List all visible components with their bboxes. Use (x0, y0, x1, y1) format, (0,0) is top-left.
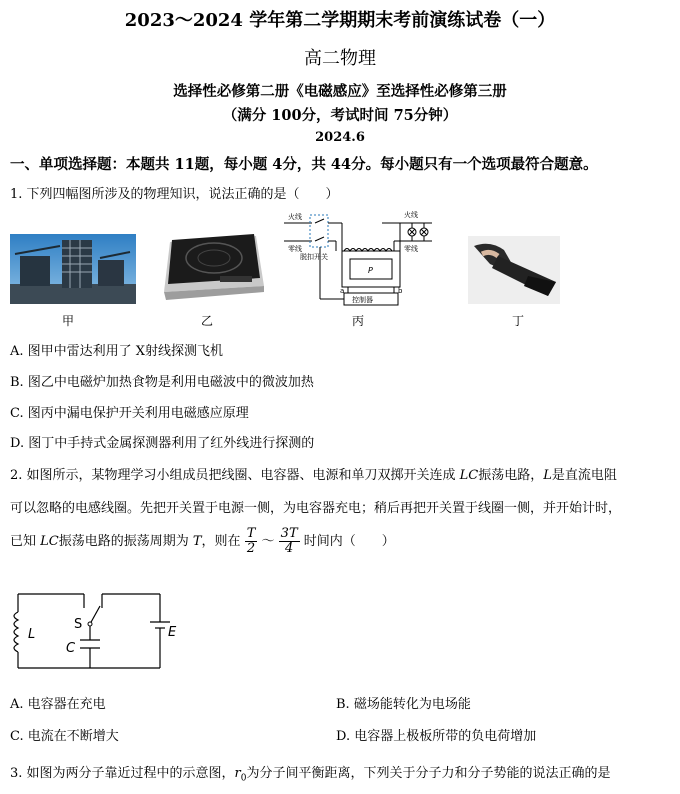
subject-title: 高二物理 (304, 48, 376, 69)
leakage-protector-diagram (282, 207, 434, 309)
exam-scope: 选择性必修第二册《电磁感应》至选择性必修第三册 (173, 83, 507, 100)
q2-stem-line2: 可以忽略的电感线圈。先把开关置于电源一侧，为电容器充电；稍后再把开关置于线圈一侧，并开始计时， (10, 501, 622, 516)
metal-detector-photo (468, 236, 560, 304)
q1-option-d[interactable]: D. 图丁中手持式金属探测器利用了红外线进行探测的 (10, 436, 315, 451)
exam-title: 2023～2024 学年第二学期期末考前演练试卷（一） (124, 10, 556, 31)
q2-option-c[interactable]: C. 电流在不断增大 (10, 729, 119, 744)
label-live-left: 火线 (288, 213, 302, 221)
q3-stem: 3. 如图为两分子靠近过程中的示意图，$r_0$为分子间平衡距离，下列关于分子力和分子势能的说法正确的是 (10, 766, 611, 784)
section-heading: 一、单项选择题：本题共 11题，每小题 4分，共 44分。每小题只有一个选项最符合题意。 (10, 156, 598, 173)
label-core-p: P (368, 266, 373, 275)
label-b: b (398, 287, 403, 295)
label-switch-s: S (74, 617, 83, 632)
caption-yi: 乙 (200, 314, 213, 328)
q1-option-a[interactable]: A. 图甲中雷达利用了 X射线探测飞机 (10, 344, 224, 359)
induction-cooker-photo (160, 230, 266, 302)
q1-option-b[interactable]: B. 图乙中电磁炉加热食物是利用电磁波中的微波加热 (10, 375, 314, 390)
label-a: a (340, 287, 345, 295)
q1-stem: 1. 下列四幅图所涉及的物理知识，说法正确的是（ ） (10, 187, 339, 202)
q2-stem-line1: 2. 如图所示，某物理学习小组成员把线圈、电容器、电源和单刀双掷开关连成 LC振荡电路，L是直流电阻 (10, 468, 617, 483)
exam-info: （满分 100分，考试时间 75分钟） (222, 107, 458, 124)
label-live-right: 火线 (404, 211, 418, 219)
q2-option-a[interactable]: A. 电容器在充电 (10, 697, 106, 712)
label-inductor-l: L (28, 627, 36, 642)
q2-option-b[interactable]: B. 磁场能转化为电场能 (336, 697, 471, 712)
exam-date: 2024.6 (315, 130, 365, 145)
radar-photo (10, 234, 136, 304)
q1-option-c[interactable]: C. 图丙中漏电保护开关利用电磁感应原理 (10, 406, 249, 421)
caption-ding: 丁 (511, 314, 524, 328)
label-controller: 控制器 (352, 296, 373, 304)
label-neutral-left: 零线 (288, 245, 302, 253)
caption-jia: 甲 (61, 314, 74, 328)
fraction-t-over-2: $\frac{T}{2}$ (246, 526, 256, 556)
lc-circuit-diagram (10, 590, 180, 672)
q2-option-d[interactable]: D. 电容器上极板所带的负电荷增加 (336, 729, 537, 744)
caption-bing: 丙 (351, 314, 364, 328)
q2-stem-line3: 已知 LC振荡电路的振荡周期为 T，则在 $\frac{T}{2}$ ～ $\frac{3T}{4}$ 时间内（ ） (10, 526, 395, 556)
label-trip-switch: 脱扣开关 (300, 253, 328, 261)
fraction-3t-over-4: $\frac{3T}{4}$ (280, 526, 298, 556)
label-capacitor-c: C (66, 641, 76, 656)
label-neutral-right: 零线 (404, 245, 418, 253)
label-battery-e: E (168, 625, 177, 640)
